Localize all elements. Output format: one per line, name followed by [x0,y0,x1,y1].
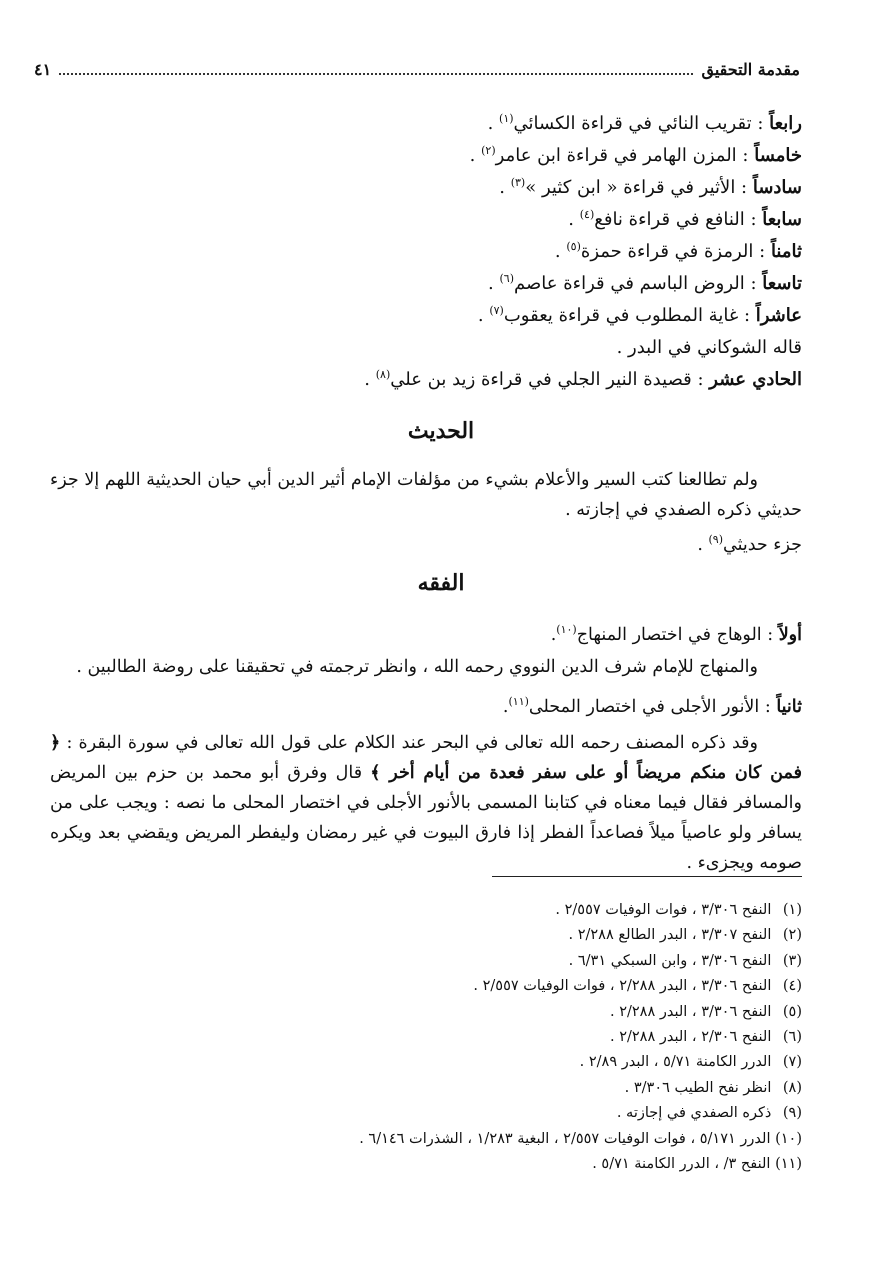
footnote-ref: (٩) [708,533,723,547]
work-title: النافع في قراءة نافع [594,209,745,230]
work-end: . [499,177,505,198]
footnote-ref: (٣) [510,176,526,189]
work-ordinal: رابعاً [769,113,802,134]
dot-leader [59,73,693,75]
work-item: خامساً : المزن الهامر في قراءة ابن عامر$^{(٢)}$ . [469,144,802,166]
work-item: سادساً : الأثير في قراءة « ابن كثير »$^{(٣)}$ . [499,176,802,198]
fiqh-item-first: أولاً : الوهاج في اختصار المنهاج$^{(١٠)}$. [550,623,802,645]
work-end: . [550,625,557,645]
work-end: . [469,145,476,166]
running-head [34,60,800,80]
footnote [42,1025,802,1050]
page-number: ٤١ [34,60,52,79]
work-title: تقريب النائي في قراءة الكسائي [513,113,752,134]
work-end: . [697,535,703,555]
work-ordinal: أولاً [778,625,802,645]
work-item: سابعاً : النافع في قراءة نافع$^{(٤)}$ . [568,208,802,230]
work-title: الأثير في قراءة « ابن كثير » [525,177,736,198]
work-title: جزء حديثي [722,535,802,555]
qiraat-works-list [102,108,802,396]
footnote-ref: (٥) [566,240,581,253]
work-ordinal: سادساً [752,177,802,198]
footnote-number: (١١) [775,1155,802,1172]
work-title: الرمزة في قراءة حمزة [580,241,754,262]
hadith-item [102,530,802,560]
footnote-ref: (١١) [508,695,529,709]
bahr-text-quote: قال وفرق أبو محمد بن حزم بين المريض والمسافر فقال فيما معناه في كتابنا المسمى بالأنور الأجلى في اختصار المحلى ما نصه : ويجب على من يسافر ولو عاصياً ميلاً فصاعداً الفطر إذا فارق البيوت في غير رمضان وليفطر المريض ويقضي بعد ويكره صومه ويجزىء . [50,763,802,873]
hadith-paragraph [50,465,802,525]
work-title: الأنور الأجلى في اختصار المحلى [528,697,760,717]
work-item: عاشراً : غاية المطلوب في قراءة يعقوب$^{(٧)}$ . [477,304,802,326]
fiqh-item-second: ثانياً : الأنور الأجلى في اختصار المحلى$^{(١١)}$. [502,695,802,717]
footnote-text: النفح ٢/٣٠٦ ، البدر ٢/٢٨٨ . [609,1028,772,1045]
footnote-number: (٨) [782,1079,802,1096]
shawkani-note: قاله الشوكاني في البدر . [616,337,802,358]
quran-verse: ﴿ فمن كان منكم مريضاً أو على سفر فعدة من أيام أخر ﴾ [50,733,802,783]
footnote [42,1000,802,1025]
footnote [42,1152,802,1177]
footnote [42,1101,802,1126]
footnote-text: النفح ٣/٣٠٦ ، وابن السبكي ٦/٣١ . [568,952,772,969]
running-title: مقدمة التحقيق [701,60,800,79]
fiqh-heading: الفقه [417,570,465,596]
footnote-ref: (١٠) [556,623,577,637]
minhaj-paragraph [50,652,802,682]
hadith-heading: الحديث [407,418,475,444]
footnote-text: النفح ٣/٣٠٧ ، البدر الطالع ٢/٢٨٨ . [568,927,772,944]
work-ordinal: خامساً [754,145,802,166]
work-ordinal: الحادي عشر [709,369,802,390]
footnote-text: النفح ٣/ ، الدرر الكامنة ٥/٧١ . [592,1155,771,1172]
footnote [42,1127,802,1152]
work-ordinal: ثامناً [770,241,802,262]
footnote [42,974,802,999]
work-item: الحادي عشر : قصيدة النير الجلي في قراءة زيد بن علي$^{(٨)}$ . [364,368,802,390]
footnote [42,949,802,974]
work-end: . [502,697,509,717]
footnote-number: (٢) [782,927,802,944]
work-end: . [568,209,575,230]
footnotes [42,898,802,1177]
work-ordinal: تاسعاً [762,273,802,294]
footnote-ref: (٨) [375,368,391,381]
footnote-number: (١٠) [775,1130,802,1147]
footnote [42,1076,802,1101]
footnote-text: الدرر الكامنة ٥/٧١ ، البدر ٢/٨٩ . [579,1054,772,1071]
footnote-divider [492,876,802,877]
footnote [42,1050,802,1075]
bahr-text-intro: وقد ذكره المصنف رحمه الله تعالى في البحر عند الكلام على قول الله تعالى في سورة البقرة : [66,733,758,753]
footnote-number: (٦) [782,1028,802,1045]
footnote-ref: (٧) [489,304,504,317]
footnote-number: (٧) [782,1054,802,1071]
footnote-ref: (٦) [499,272,514,285]
work-end: . [477,305,484,326]
work-end: . [364,369,370,390]
footnote-ref: (٢) [481,144,496,157]
bahr-paragraph [50,728,802,878]
work-ordinal: عاشراً [755,305,802,326]
footnote-number: (٩) [782,1105,802,1122]
work-end: . [488,273,494,294]
footnote-ref: (١) [499,112,514,125]
hadith-text: ولم تطالعنا كتب السير والأعلام بشيء من مؤلفات الإمام أثير الدين أبي حيان الحديثية اللهم إلا جزء حديثي ذكره الصفدي في إجازته . [50,470,802,520]
footnote-text: النفح ٣/٣٠٦ ، البدر ٢/٢٨٨ . [609,1003,772,1020]
footnote-text: الدرر ٥/١٧١ ، فوات الوفيات ٢/٥٥٧ ، البغية ١/٢٨٣ ، الشذرات ٦/١٤٦ . [359,1130,771,1147]
work-title: غاية المطلوب في قراءة يعقوب [503,305,739,326]
work-title: المزن الهامر في قراءة ابن عامر [495,145,737,166]
work-end: . [487,113,494,134]
footnote-text: انظر نفح الطيب ٣/٣٠٦ . [624,1079,772,1096]
footnote-number: (٤) [782,978,802,995]
work-item: رابعاً : تقريب النائي في قراءة الكسائي$^{(١)}$ . [487,112,802,134]
work-ordinal: ثانياً [776,697,802,717]
work-ordinal: سابعاً [762,209,802,230]
minhaj-text: والمنهاج للإمام شرف الدين النووي رحمه الله ، وانظر ترجمته في تحقيقنا على روضة الطالبين . [76,657,758,677]
work-end: . [554,241,561,262]
footnote-text: النفح ٣/٣٠٦ ، البدر ٢/٢٨٨ ، فوات الوفيات ٢/٥٥٧ . [473,978,772,995]
footnote-number: (٥) [782,1003,802,1020]
footnote-number: (٣) [782,952,802,969]
footnote [42,923,802,948]
work-title: الوهاج في اختصار المنهاج [576,625,762,645]
footnote-text: ذكره الصفدي في إجازته . [616,1105,772,1122]
footnote [42,898,802,923]
work-item: ثامناً : الرمزة في قراءة حمزة$^{(٥)}$ . [554,240,802,262]
work-title: الروض الباسم في قراءة عاصم [513,273,745,294]
footnote-text: النفح ٣/٣٠٦ ، فوات الوفيات ٢/٥٥٧ . [555,902,772,918]
work-title: قصيدة النير الجلي في قراءة زيد بن علي [390,369,692,390]
work-item: تاسعاً : الروض الباسم في قراءة عاصم$^{(٦)}$ . [488,272,802,294]
footnote-ref: (٤) [579,208,595,221]
footnote-number: (١) [782,902,802,918]
